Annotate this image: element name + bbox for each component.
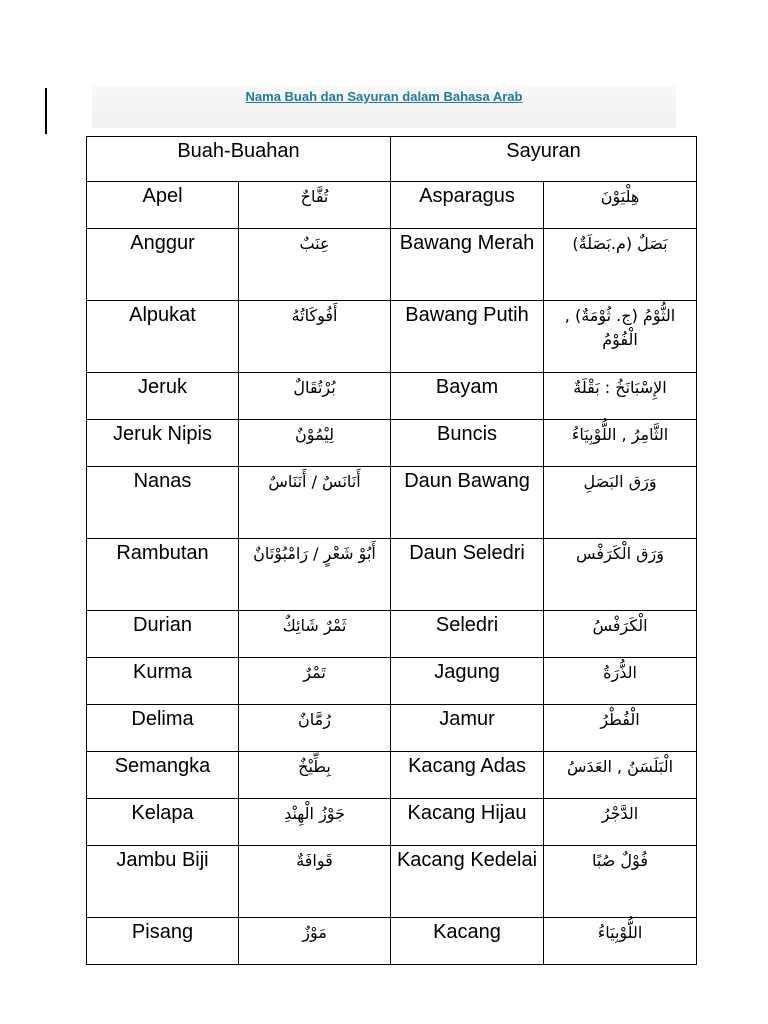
vegetable-arabic: الإِسْبَانَخُ : بَقْلَةٌ bbox=[544, 373, 697, 420]
vegetable-arabic: الْكَرَفْسُ bbox=[544, 611, 697, 658]
fruit-arabic: أَبُوْ شَعْرٍ / رَامْبُوْتَانٌ bbox=[239, 539, 391, 611]
vegetable-arabic: وَرَق البَصَلِ bbox=[544, 467, 697, 539]
fruit-name: Anggur bbox=[87, 229, 239, 301]
vegetable-arabic: فُوْلٌ صُبًا bbox=[544, 846, 697, 918]
vegetable-arabic: هِلْيَوْنَ bbox=[544, 182, 697, 229]
header-fruits: Buah-Buahan bbox=[87, 137, 391, 182]
fruit-arabic: تَمْرٌ bbox=[239, 658, 391, 705]
vegetable-name: Bawang Putih bbox=[391, 301, 544, 373]
vegetable-name: Daun Seledri bbox=[391, 539, 544, 611]
vegetable-name: Asparagus bbox=[391, 182, 544, 229]
title-band bbox=[92, 86, 676, 128]
table-row bbox=[87, 373, 697, 420]
table-row bbox=[87, 420, 697, 467]
fruit-arabic: لِيْمُوْنٌ bbox=[239, 420, 391, 467]
fruit-name: Pisang bbox=[87, 918, 239, 965]
table-row bbox=[87, 467, 697, 539]
fruit-arabic: ثَمْرٌ شَائِكٌ bbox=[239, 611, 391, 658]
fruit-arabic: أَفُوكَاتُهُ bbox=[239, 301, 391, 373]
text-cursor bbox=[45, 88, 47, 134]
fruit-vegetable-table bbox=[86, 136, 697, 965]
fruit-name: Jeruk bbox=[87, 373, 239, 420]
vegetable-arabic: الْفُطْرُ bbox=[544, 705, 697, 752]
vegetable-arabic: وَرَق الْكَرَفْس bbox=[544, 539, 697, 611]
table-row bbox=[87, 182, 697, 229]
vegetable-name: Kacang Hijau bbox=[391, 799, 544, 846]
fruit-name: Rambutan bbox=[87, 539, 239, 611]
vegetable-name: Kacang bbox=[391, 918, 544, 965]
fruit-arabic: عِنَبٌ bbox=[239, 229, 391, 301]
fruit-arabic: جَوْزُ الْهِنْدِ bbox=[239, 799, 391, 846]
table-header-row bbox=[87, 137, 697, 182]
table-row bbox=[87, 229, 697, 301]
fruit-arabic: قَوافَةٌ bbox=[239, 846, 391, 918]
fruit-name: Delima bbox=[87, 705, 239, 752]
table-row bbox=[87, 658, 697, 705]
fruit-name: Semangka bbox=[87, 752, 239, 799]
header-vegetables: Sayuran bbox=[391, 137, 697, 182]
fruit-name: Apel bbox=[87, 182, 239, 229]
fruit-name: Kurma bbox=[87, 658, 239, 705]
table-row bbox=[87, 611, 697, 658]
fruit-name: Jambu Biji bbox=[87, 846, 239, 918]
vegetable-arabic: الدَّجْرُ bbox=[544, 799, 697, 846]
vegetable-name: Buncis bbox=[391, 420, 544, 467]
vegetable-arabic: اللُّوْبِيَاءُ bbox=[544, 918, 697, 965]
table-row bbox=[87, 918, 697, 965]
vegetable-arabic: الثَّامِرُ , اللُّوْبِيَاءُ bbox=[544, 420, 697, 467]
vegetable-arabic: الثُّوْمُ (ج. ثُوْمَةٌ) , الْفُوْمُ bbox=[544, 301, 697, 373]
table-row bbox=[87, 752, 697, 799]
fruit-arabic: بِطِّيْخٌ bbox=[239, 752, 391, 799]
vegetable-name: Kacang Kedelai bbox=[391, 846, 544, 918]
table-row bbox=[87, 846, 697, 918]
fruit-name: Kelapa bbox=[87, 799, 239, 846]
fruit-name: Durian bbox=[87, 611, 239, 658]
vegetable-name: Bawang Merah bbox=[391, 229, 544, 301]
fruit-name: Jeruk Nipis bbox=[87, 420, 239, 467]
vegetable-arabic: الذُّرَةُ bbox=[544, 658, 697, 705]
table-row bbox=[87, 705, 697, 752]
fruit-arabic: رُمَّانٌ bbox=[239, 705, 391, 752]
vegetable-name: Jamur bbox=[391, 705, 544, 752]
table-row bbox=[87, 301, 697, 373]
table-row bbox=[87, 539, 697, 611]
fruit-arabic: أَنَانَسٌ / أَنَنَاسٌ bbox=[239, 467, 391, 539]
vegetable-name: Seledri bbox=[391, 611, 544, 658]
fruit-arabic: تُفَّاحٌ bbox=[239, 182, 391, 229]
vegetable-arabic: الْبَلَسَنُ , العَدَسُ bbox=[544, 752, 697, 799]
document-title[interactable]: Nama Buah dan Sayuran dalam Bahasa Arab bbox=[245, 89, 523, 104]
fruit-name: Nanas bbox=[87, 467, 239, 539]
fruit-arabic: بُرْتُقَالٌ bbox=[239, 373, 391, 420]
vegetable-name: Daun Bawang bbox=[391, 467, 544, 539]
vegetable-name: Jagung bbox=[391, 658, 544, 705]
table-row bbox=[87, 799, 697, 846]
vegetable-arabic: بَصَلٌ (م.بَصَلَةٌ) bbox=[544, 229, 697, 301]
vegetable-name: Bayam bbox=[391, 373, 544, 420]
vegetable-name: Kacang Adas bbox=[391, 752, 544, 799]
fruit-name: Alpukat bbox=[87, 301, 239, 373]
fruit-arabic: مَوْزٌ bbox=[239, 918, 391, 965]
